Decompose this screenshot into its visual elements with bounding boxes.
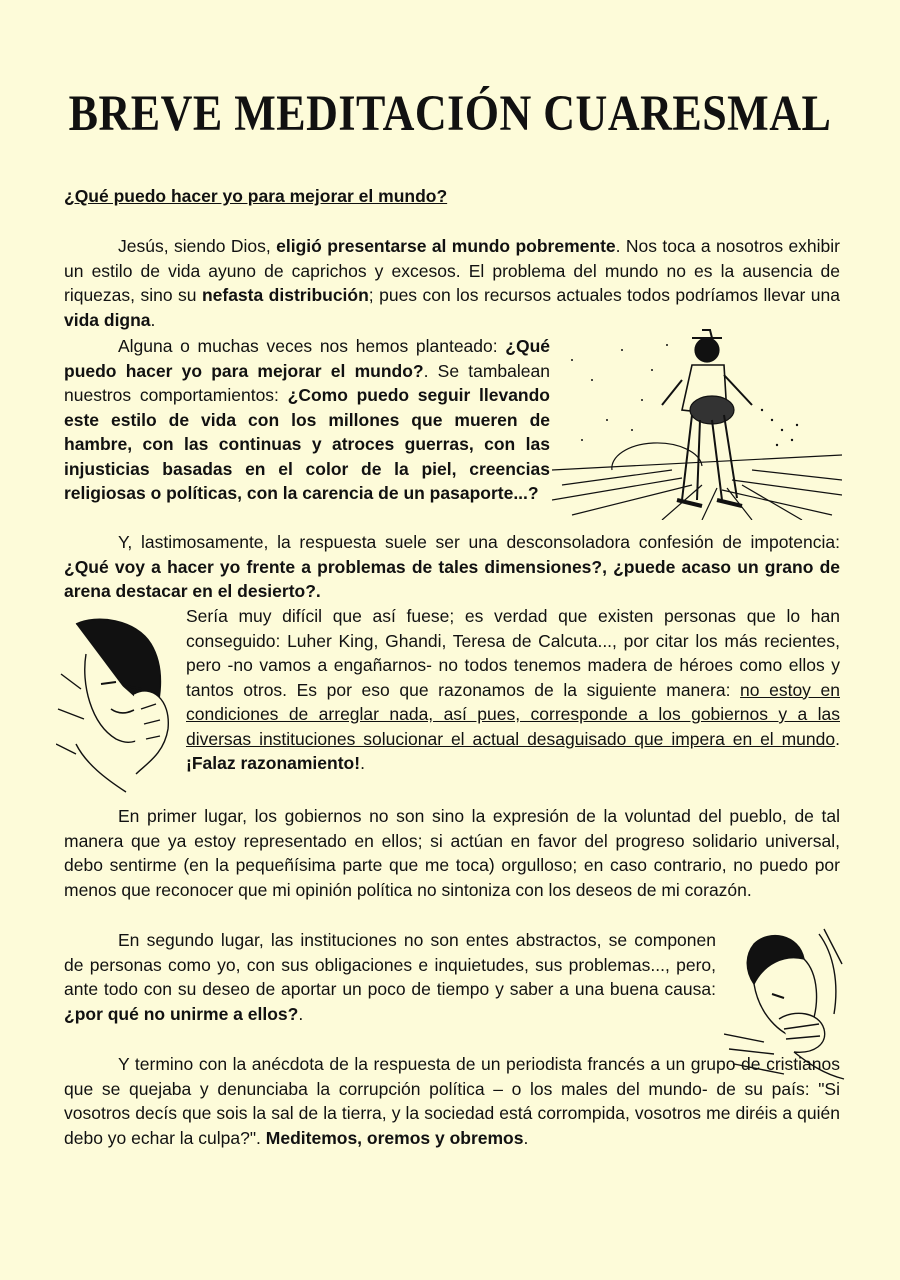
- section-subtitle: ¿Qué puedo hacer yo para mejorar el mundo?: [64, 186, 448, 206]
- paragraph-2: Alguna o muchas veces nos hemos planteado: ¿Qué puedo hacer yo para mejorar el mundo?. Se tambalean nuestros comportamientos: ¿Como puedo seguir llevando este estilo de vida con los millones que mueren de hambre, con las continuas y atroces guerras, con las injusticias basadas en el color de la piel, creencias religiosas o políticas, con la carencia de un pasaporte...?: [64, 336, 551, 503]
- paragraph-3: Y, lastimosamente, la respuesta suele ser una desconsoladora confesión de impotencia: ¿Qué voy a hacer yo frente a problemas de tales dimensiones?, ¿puede acaso un grano de arena destacar en el desierto?.: [64, 532, 840, 601]
- paragraph-5: En primer lugar, los gobiernos no son sino la expresión de la voluntad del pueblo, de tal manera que ya estoy representado en ellos; si actúan en favor del progreso solidario universal, debo sentirme (en la pequeñísima parte que me toca) orgulloso; en caso contrario, no puedo por menos que reconocer que mi opinión política no sintoniza con los deseos de mi corazón.: [64, 806, 840, 900]
- page-title: BREVE MEDITACIÓN CUARESMAL: [68, 85, 832, 142]
- sower-illustration: [552, 320, 842, 520]
- distressed-man-illustration: [56, 614, 182, 794]
- paragraph-1: Jesús, siendo Dios, eligió presentarse al mundo pobremente. Nos toca a nosotros exhibir un estilo de vida ayuno de caprichos y excesos. El problema del mundo no es la ausencia de riquezas, sino su nefasta distribución; pues con los recursos actuales todos podríamos llevar una vida digna.: [64, 236, 840, 330]
- paragraph-7: Y termino con la anécdota de la respuesta de un periodista francés a un grupo de cristianos que se quejaba y denunciaba la corrupción política – o los males del mundo- de su país: "Si vosotros decís que sois la sal de la tierra, y la sociedad está corrompida, vosotros me diréis a quién debo yo echar la culpa?". Meditemos, oremos y obremos.: [64, 1054, 840, 1148]
- paragraph-4: Sería muy difícil que así fuese; es verdad que existen personas que lo han conseguido: Luher King, Ghandi, Teresa de Calcuta..., por citar los más recientes, pero -no vamos a engañarnos- no todos tenemos madera de héroes como ellos y tantos otros. Es por eso que razonamos de la siguiente manera: no estoy en condiciones de arreglar nada, así pues, corresponde a los gobiernos y a las diversas instituciones solucionar el actual desaguisado que impera en el mundo. ¡Falaz razonamiento!.: [186, 606, 840, 773]
- paragraph-6: En segundo lugar, las instituciones no son entes abstractos, se componen de personas como yo, con sus obligaciones e inquietudes, sus problemas..., pero, ante todo con su deseo de aportar un poco de tiempo y saber a una buena causa: ¿por qué no unirme a ellos?.: [64, 930, 716, 1024]
